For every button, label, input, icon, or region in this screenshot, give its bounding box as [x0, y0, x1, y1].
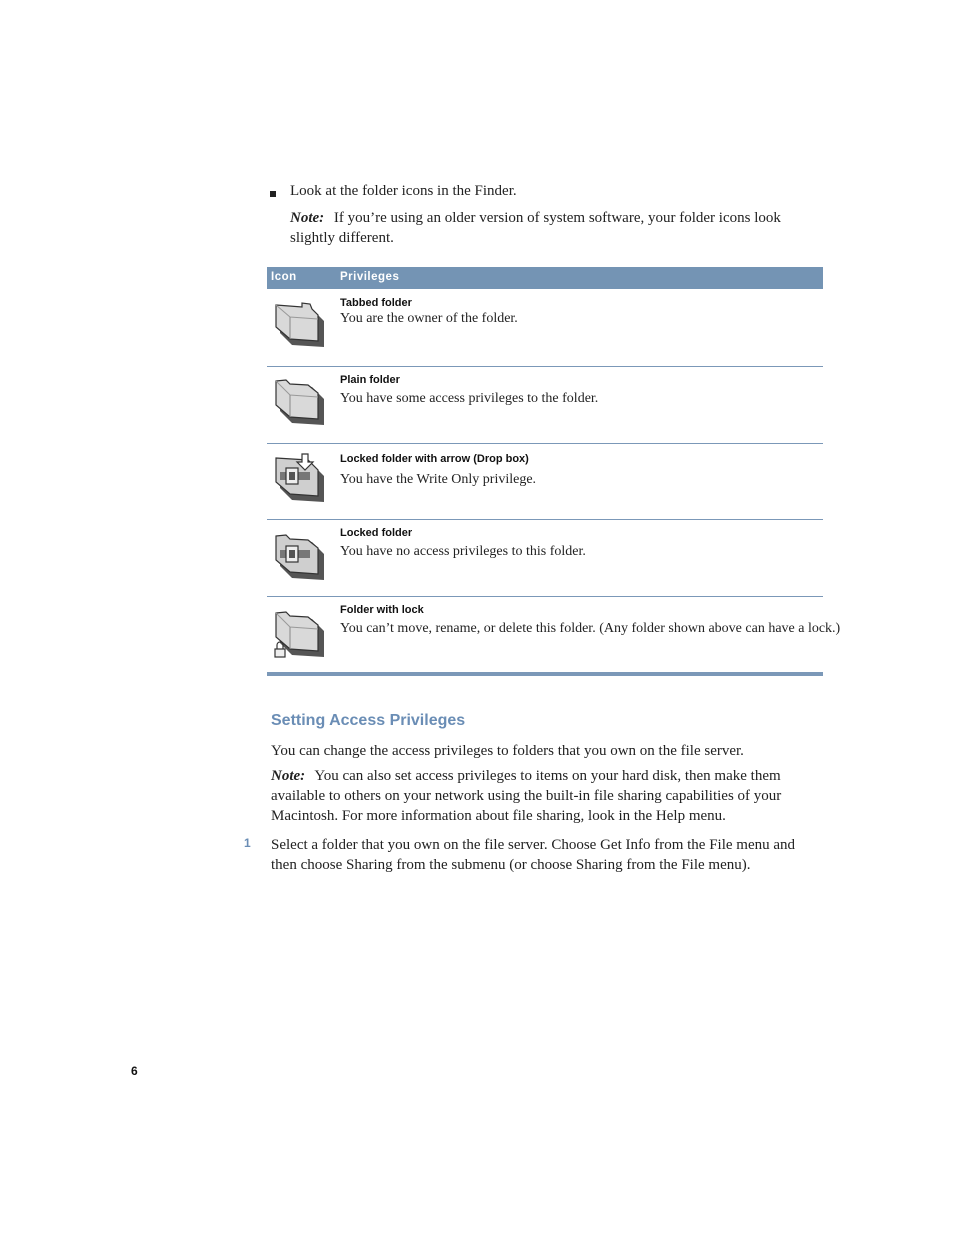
row-description: You have no access privileges to this folder.	[340, 544, 586, 559]
folder-icons-table	[267, 267, 841, 676]
table-row	[267, 444, 823, 520]
row-description: You have the Write Only privilege.	[340, 472, 537, 487]
plain-folder-icon	[272, 375, 328, 431]
row-description: You can’t move, rename, or delete this folder. (Any folder shown above can have a lock.)	[340, 621, 841, 636]
folder-with-lock-icon	[272, 607, 328, 663]
table-row	[267, 597, 841, 676]
bullet-text: Look at the folder icons in the Finder.	[290, 183, 517, 199]
section-paragraph: You can change the access privileges to folders that you own on the file server.	[271, 743, 744, 759]
header-icon-label: Icon	[271, 271, 297, 283]
table-row	[267, 289, 823, 367]
step-text: Select a folder that you own on the file server. Choose Get Info from the File menu and then choose Sharing from the submenu (or choose Sharing from the File menu).	[271, 837, 796, 873]
note-label: Note:	[290, 210, 325, 226]
drop-box-folder-icon	[272, 452, 328, 508]
table-row	[267, 520, 823, 597]
row-title: Locked folder	[340, 527, 413, 539]
locked-folder-icon	[272, 530, 328, 586]
note-text: If you’re using an older version of system software, your folder icons look slightly different.	[290, 210, 781, 246]
section-note	[271, 766, 823, 826]
section-heading: Setting Access Privileges	[271, 712, 466, 729]
table-header	[267, 267, 823, 289]
header-privileges-label: Privileges	[340, 271, 400, 283]
row-title: Plain folder	[340, 374, 400, 386]
row-title: Tabbed folder	[340, 297, 412, 309]
intro-note	[290, 208, 820, 248]
step-number: 1	[244, 836, 251, 850]
table-row	[267, 367, 823, 444]
row-title: Folder with lock	[340, 604, 424, 616]
row-description: You are the owner of the folder.	[340, 311, 518, 326]
page-number: 6	[131, 1064, 138, 1078]
note-label: Note:	[271, 768, 306, 784]
bullet-icon	[270, 191, 276, 197]
tabbed-folder-icon	[272, 297, 328, 353]
note-text: You can also set access privileges to items on your hard disk, then make them available to others on your network using the built-in file sharing capabilities of your Macintosh. For more information about file sharing, look in the Help menu.	[271, 768, 782, 824]
row-title: Locked folder with arrow (Drop box)	[340, 453, 529, 465]
row-description: You have some access privileges to the folder.	[340, 391, 599, 406]
